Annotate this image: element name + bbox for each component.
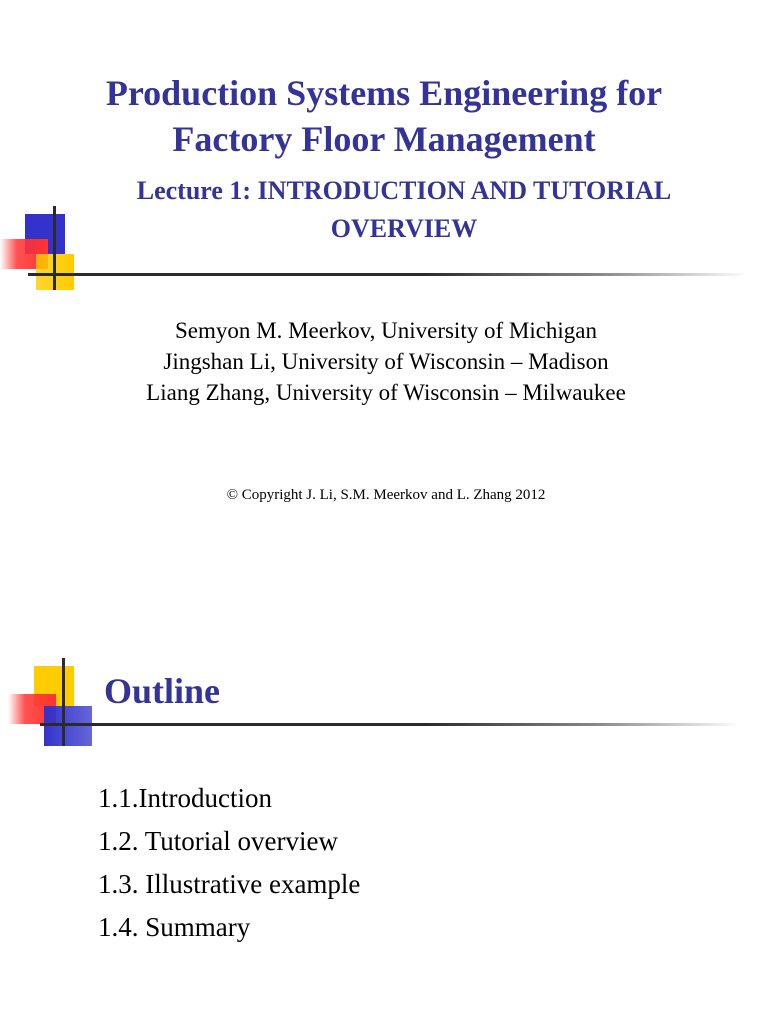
outline-item: 1.3. Illustrative example bbox=[98, 869, 361, 899]
deco-blue-square bbox=[44, 706, 92, 746]
copyright-notice: © Copyright J. Li, S.M. Meerkov and L. Zhang 2012 bbox=[226, 487, 546, 503]
outline-item: 1.4. Summary bbox=[98, 912, 251, 942]
author-line-2: Jingshan Li, University of Wisconsin – Madison bbox=[163, 349, 609, 374]
outline-heading: Outline bbox=[104, 671, 221, 711]
slide-title-line-2: Factory Floor Management bbox=[172, 119, 596, 159]
outline-item: 1.2. Tutorial overview bbox=[98, 826, 338, 856]
horizontal-divider bbox=[28, 273, 748, 276]
horizontal-divider bbox=[40, 723, 740, 726]
deco-vertical-line bbox=[62, 658, 65, 746]
author-line-3: Liang Zhang, University of Wisconsin – Milwaukee bbox=[146, 380, 626, 405]
author-line-1: Semyon M. Meerkov, University of Michigan bbox=[174, 318, 598, 343]
lecture-subtitle-line-2: OVERVIEW bbox=[330, 214, 478, 243]
outline-item: 1.1.Introduction bbox=[98, 783, 272, 813]
lecture-subtitle-line-1: Lecture 1: INTRODUCTION AND TUTORIAL bbox=[136, 176, 672, 205]
slide-title-line-1: Production Systems Engineering for bbox=[105, 73, 663, 113]
outline-list bbox=[98, 777, 360, 949]
